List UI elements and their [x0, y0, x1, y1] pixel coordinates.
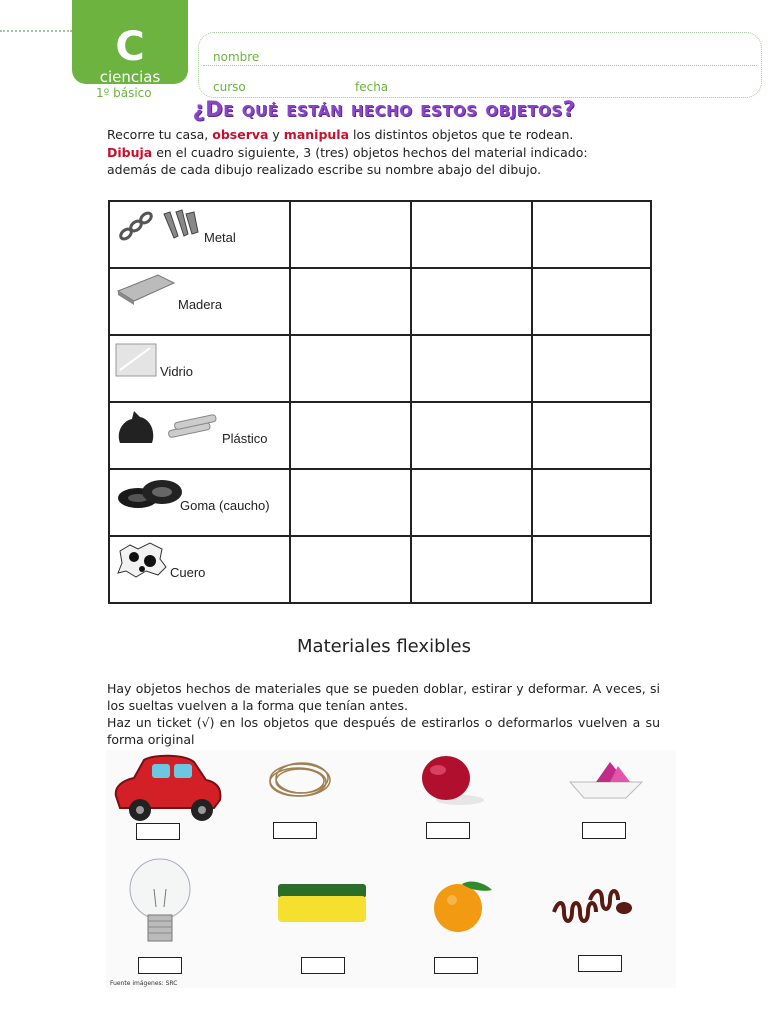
material-cell-vidrio — [109, 335, 290, 402]
drawing-cell[interactable] — [411, 469, 532, 536]
flexible-paragraph: Hay objetos hechos de materiales que se pueden doblar, estirar y deformar. A veces, si los sueltas vuelven a la forma que tenían antes. — [107, 681, 660, 713]
drawing-cell[interactable] — [532, 536, 651, 603]
date-field-label: fecha — [355, 80, 389, 94]
chain-and-screws-icon — [114, 206, 204, 242]
intro-text: además de cada dibujo realizado escribe su nombre abajo del dibujo. — [107, 162, 542, 177]
material-cell-goma — [109, 469, 290, 536]
drawing-cell[interactable] — [411, 268, 532, 335]
drawing-cell[interactable] — [290, 268, 411, 335]
intro-text: los distintos objetos que te rodean. — [349, 127, 574, 142]
tick-box-sponge[interactable] — [301, 957, 345, 974]
drawing-cell[interactable] — [532, 335, 651, 402]
tick-box-rubber-bands[interactable] — [273, 822, 317, 839]
tick-box-car[interactable] — [136, 823, 180, 840]
wood-board-icon — [114, 271, 178, 307]
light-bulb-icon — [120, 855, 200, 947]
glass-pane-icon — [114, 340, 162, 380]
material-label: Plástico — [222, 431, 268, 446]
info-divider — [203, 65, 757, 66]
drawing-cell[interactable] — [411, 201, 532, 268]
plastic-bag-and-pipes-icon — [114, 407, 224, 447]
material-cell-madera — [109, 268, 290, 335]
materials-table — [108, 200, 652, 604]
material-label: Vidrio — [160, 364, 194, 379]
header-dotted-line — [0, 30, 72, 32]
material-label: Cuero — [170, 565, 206, 580]
drawing-cell[interactable] — [411, 402, 532, 469]
table-row — [109, 469, 651, 536]
drawing-cell[interactable] — [411, 335, 532, 402]
section-title: Materiales flexibles — [297, 636, 471, 657]
subject-letter: C — [115, 24, 145, 70]
tick-box-bulb[interactable] — [138, 957, 182, 974]
material-label: Madera — [178, 297, 223, 312]
subject-badge — [72, 0, 188, 84]
drawing-cell[interactable] — [532, 469, 651, 536]
page-title: ¿De qué están hecho estos objetos? — [192, 97, 576, 121]
drawing-cell[interactable] — [411, 536, 532, 603]
drawing-cell[interactable] — [290, 335, 411, 402]
intro-dibuja: Dibuja — [107, 144, 153, 160]
tick-box-paper-boat[interactable] — [582, 822, 626, 839]
material-cell-metal — [109, 201, 290, 268]
drawing-cell[interactable] — [290, 201, 411, 268]
toy-car-icon — [110, 752, 226, 824]
intro-text: en el cuadro siguiente, 3 (tres) objetos hechos del material indicado: — [152, 144, 588, 160]
tick-box-ball[interactable] — [426, 822, 470, 839]
table-row — [109, 201, 651, 268]
table-row — [109, 268, 651, 335]
paper-boat-icon — [566, 758, 646, 806]
drawing-cell[interactable] — [290, 536, 411, 603]
intro-observa: observa — [212, 127, 269, 142]
spring-toy-icon — [550, 878, 636, 926]
flexible-instructions — [107, 680, 660, 748]
drawing-cell[interactable] — [532, 402, 651, 469]
flexible-paragraph: Haz un ticket (√) en los objetos que después de estirarlos o deformarlos vuelven a su forma original — [107, 715, 660, 747]
material-cell-plastico — [109, 402, 290, 469]
table-row — [109, 536, 651, 603]
drawing-cell[interactable] — [532, 268, 651, 335]
material-cell-cuero — [109, 536, 290, 603]
image-source-note: Fuente imágenes: SRC — [110, 980, 178, 987]
orange-icon — [426, 878, 498, 934]
intro-text: Recorre tu casa, — [107, 127, 213, 142]
intro-manipula: manipula — [283, 127, 350, 142]
drawing-cell[interactable] — [290, 402, 411, 469]
drawing-cell[interactable] — [532, 201, 651, 268]
intro-text: y — [268, 127, 284, 142]
table-row — [109, 402, 651, 469]
cowhide-icon — [114, 541, 170, 581]
table-row — [109, 335, 651, 402]
subject-name: ciencias — [99, 68, 161, 86]
name-field-label: nombre — [213, 50, 260, 64]
tick-box-orange[interactable] — [434, 957, 478, 974]
drawing-cell[interactable] — [290, 469, 411, 536]
red-ball-icon — [408, 752, 488, 808]
rubber-bands-icon — [262, 756, 338, 806]
tick-box-spring[interactable] — [578, 955, 622, 972]
sponge-icon — [274, 880, 370, 928]
material-label: Metal — [204, 230, 236, 245]
instructions — [107, 126, 667, 179]
tires-icon — [114, 474, 190, 514]
course-field-label: curso — [213, 80, 246, 94]
student-info-box — [198, 32, 762, 98]
material-label: Goma (caucho) — [180, 498, 270, 513]
grade-label: 1º básico — [96, 86, 152, 100]
